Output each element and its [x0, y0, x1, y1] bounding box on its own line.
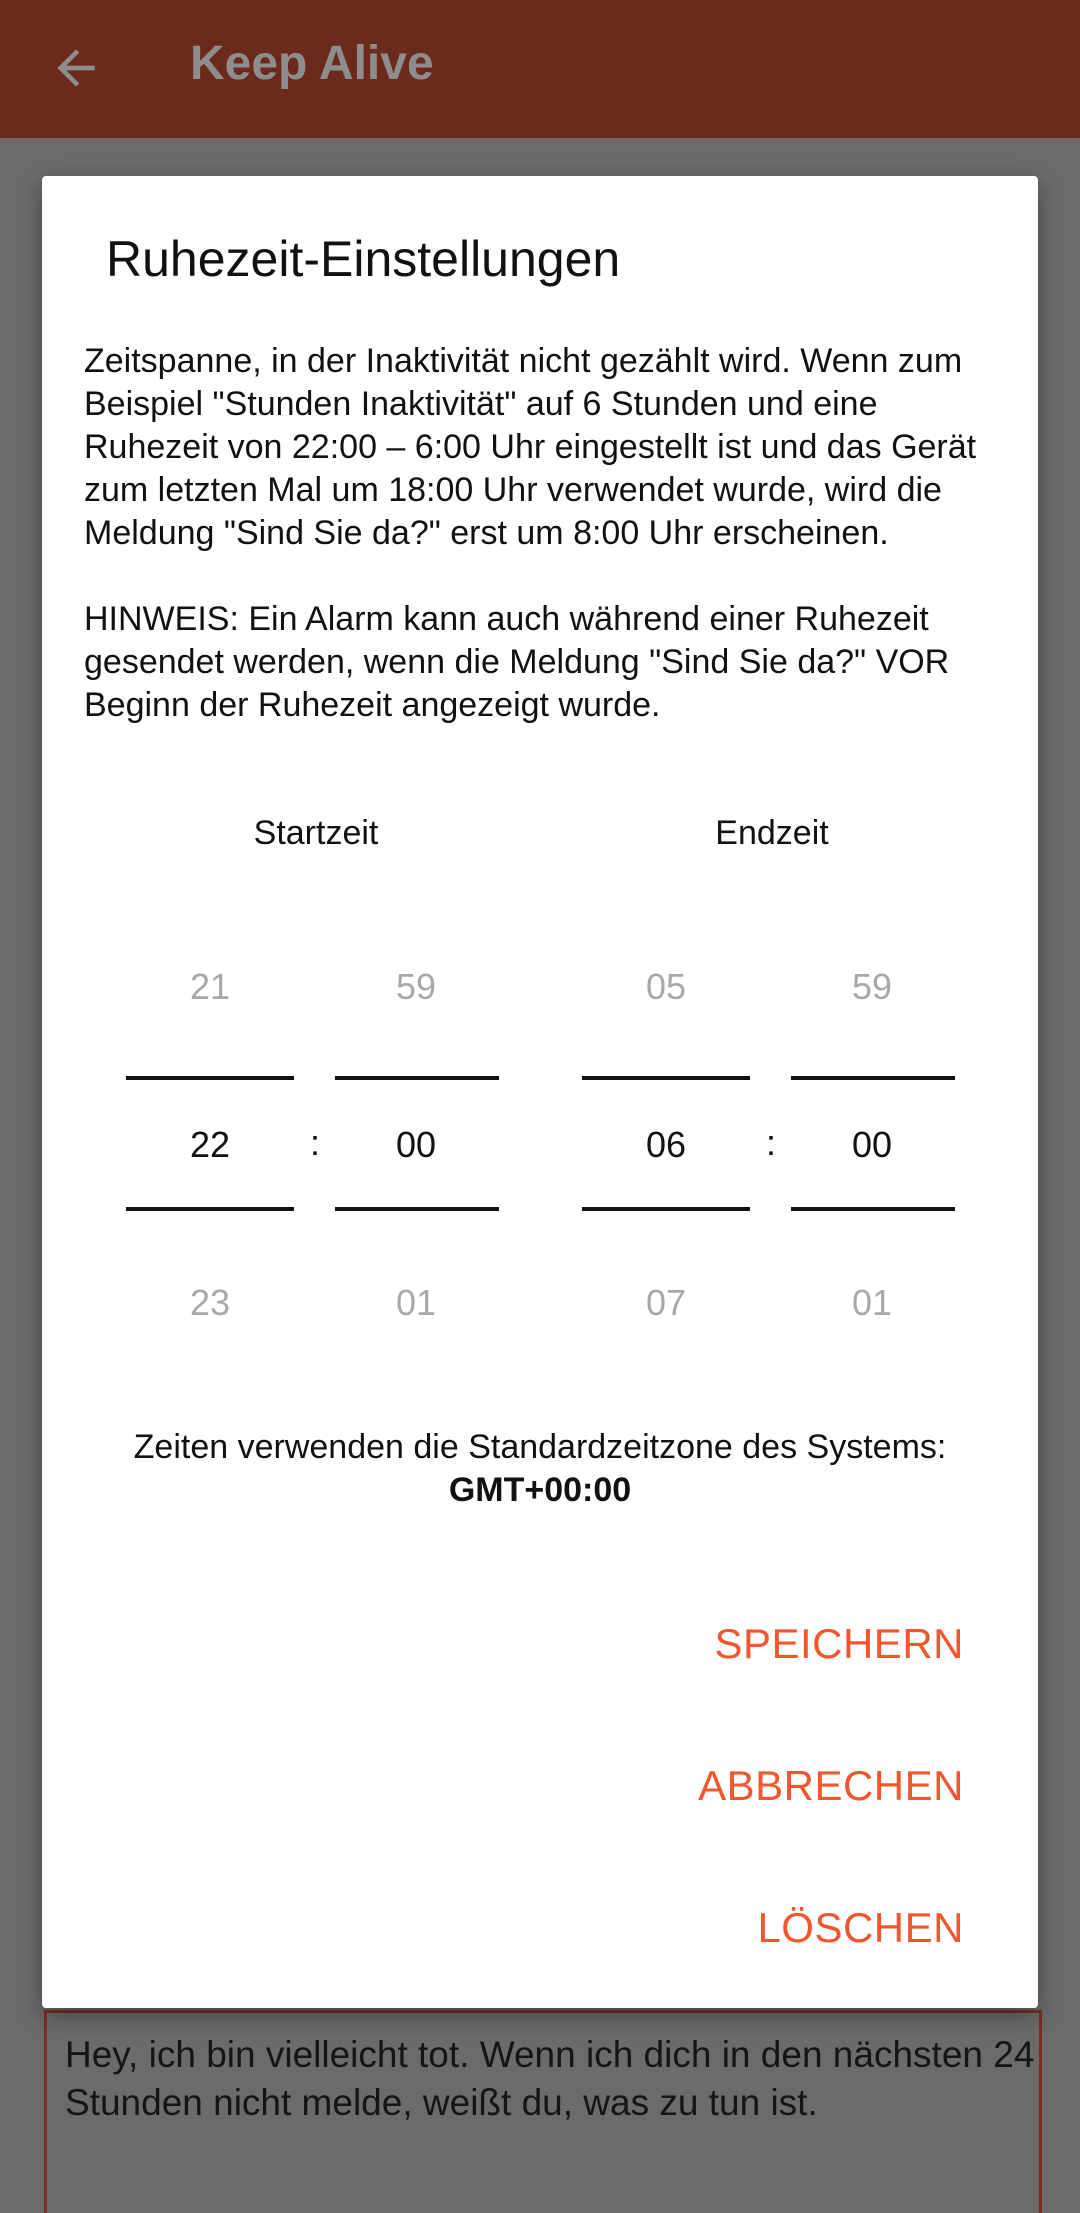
end-minute-next[interactable]: 01 [851, 1282, 893, 1323]
quiet-time-dialog [42, 176, 1038, 2008]
start-hour-value[interactable]: 22 [189, 1124, 231, 1165]
start-hour-prev[interactable]: 21 [189, 966, 231, 1007]
note-text: HINWEIS: Ein Alarm kann auch während einer Ruhezeit gesendet werden, wenn die Meldung "Sind Sie da?" VOR Beginn der Ruhezeit angezeigt wurde. [84, 600, 950, 724]
end-minute-value[interactable]: 00 [851, 1124, 893, 1165]
alert-message-card [44, 2010, 1042, 2213]
save-button[interactable]: SPEICHERN [714, 1620, 964, 1667]
start-minute-prev[interactable]: 59 [395, 966, 437, 1007]
start-time-label: Startzeit [253, 814, 379, 852]
timezone-text: Zeiten verwenden die Standardzeitzone des Systems: [133, 1428, 947, 1466]
start-minute-next[interactable]: 01 [395, 1282, 437, 1323]
delete-button[interactable]: LÖSCHEN [757, 1904, 964, 1951]
picker-divider [126, 1076, 294, 1080]
end-hour-prev[interactable]: 05 [645, 966, 687, 1007]
end-hour-next[interactable]: 07 [645, 1282, 687, 1323]
end-time-label: Endzeit [715, 814, 829, 852]
picker-divider [791, 1207, 955, 1211]
description-text: Zeitspanne, in der Inaktivität nicht gezählt wird. Wenn zum Beispiel "Stunden Inaktivität" auf 6 Stunden und eine Ruhezeit von 22:00 – 6:00 Uhr eingestellt ist und das Gerät zum letzten Mal um 18:00 Uhr verwendet wurde, wird die Meldung "Sind Sie da?" erst um 8:00 Uhr erscheinen. [84, 342, 977, 552]
alert-message-text: Hey, ich bin vielleicht tot. Wenn ich dich in den nächsten 24 Stunden nicht melde, weißt du, was zu tun ist. [65, 2034, 1035, 2123]
start-hour-next[interactable]: 23 [189, 1282, 231, 1323]
picker-divider [335, 1207, 499, 1211]
app-toolbar [0, 0, 1080, 138]
timezone-value: GMT+00:00 [448, 1471, 632, 1509]
arrow-left-icon[interactable] [48, 40, 104, 96]
app-title: Keep Alive [190, 37, 434, 90]
timezone-info [42, 1426, 1038, 1512]
picker-divider [791, 1076, 955, 1080]
picker-divider [335, 1076, 499, 1080]
start-minute-value[interactable]: 00 [395, 1124, 437, 1165]
picker-divider [582, 1076, 750, 1080]
end-time-separator: : [766, 1122, 777, 1163]
end-minute-prev[interactable]: 59 [851, 966, 893, 1007]
start-time-separator: : [310, 1122, 321, 1163]
picker-divider [126, 1207, 294, 1211]
end-hour-value[interactable]: 06 [645, 1124, 687, 1165]
dialog-description [84, 340, 1004, 770]
dialog-title: Ruhezeit-Einstellungen [106, 231, 621, 287]
picker-divider [582, 1207, 750, 1211]
cancel-button[interactable]: ABBRECHEN [698, 1762, 964, 1809]
